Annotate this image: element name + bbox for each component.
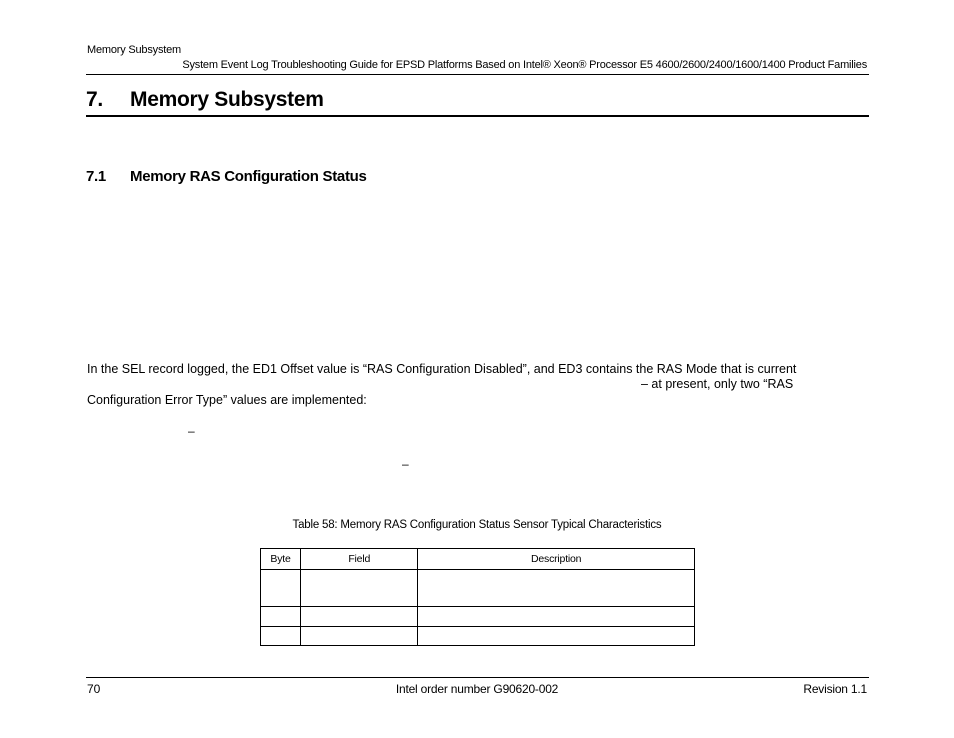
table-cell: [418, 607, 695, 627]
table-cell: [418, 627, 695, 646]
running-header-section: Memory Subsystem: [87, 44, 181, 56]
table-cell: [301, 627, 418, 646]
footer-divider: [86, 677, 869, 678]
body-text-line-2: – at present, only two “RAS: [641, 377, 794, 391]
header-divider: [86, 74, 869, 75]
table-cell: [261, 627, 301, 646]
header-byte: Byte: [261, 549, 301, 570]
table-row: [261, 627, 695, 646]
sensor-characteristics-table: [260, 548, 695, 646]
header-field: Field: [301, 549, 418, 570]
table-row: [261, 607, 695, 627]
chapter-number: 7.: [86, 88, 103, 111]
body-text-line-1: In the SEL record logged, the ED1 Offset value is “RAS Configuration Disabled”, and ED3 contains the RAS Mode that is current: [87, 362, 797, 376]
table-cell: [261, 570, 301, 607]
table-header-row: [261, 549, 695, 570]
table-caption: Table 58: Memory RAS Configuration Status Sensor Typical Characteristics: [292, 519, 662, 531]
table-row: [261, 570, 695, 607]
section-heading: [86, 168, 367, 185]
table-cell: [418, 570, 695, 607]
list-dash-2: –: [402, 457, 409, 471]
chapter-title: Memory Subsystem: [130, 88, 324, 111]
chapter-divider: [86, 115, 869, 117]
table-cell: [301, 607, 418, 627]
chapter-heading: [86, 88, 324, 112]
table-cell: [301, 570, 418, 607]
revision-label: Revision 1.1: [803, 682, 867, 696]
section-title: Memory RAS Configuration Status: [130, 168, 367, 185]
section-number: 7.1: [86, 168, 106, 185]
header-description: Description: [418, 549, 695, 570]
page-number: 70: [87, 682, 101, 696]
running-header-title: System Event Log Troubleshooting Guide for EPSD Platforms Based on Intel® Xeon® Processor E5 4600/2600/2400/1600/1400 Product Families: [182, 59, 867, 71]
order-number: Intel order number G90620-002: [395, 682, 559, 696]
table-cell: [261, 607, 301, 627]
body-text-line-3: Configuration Error Type” values are implemented:: [87, 393, 367, 407]
list-dash-1: –: [188, 424, 195, 438]
